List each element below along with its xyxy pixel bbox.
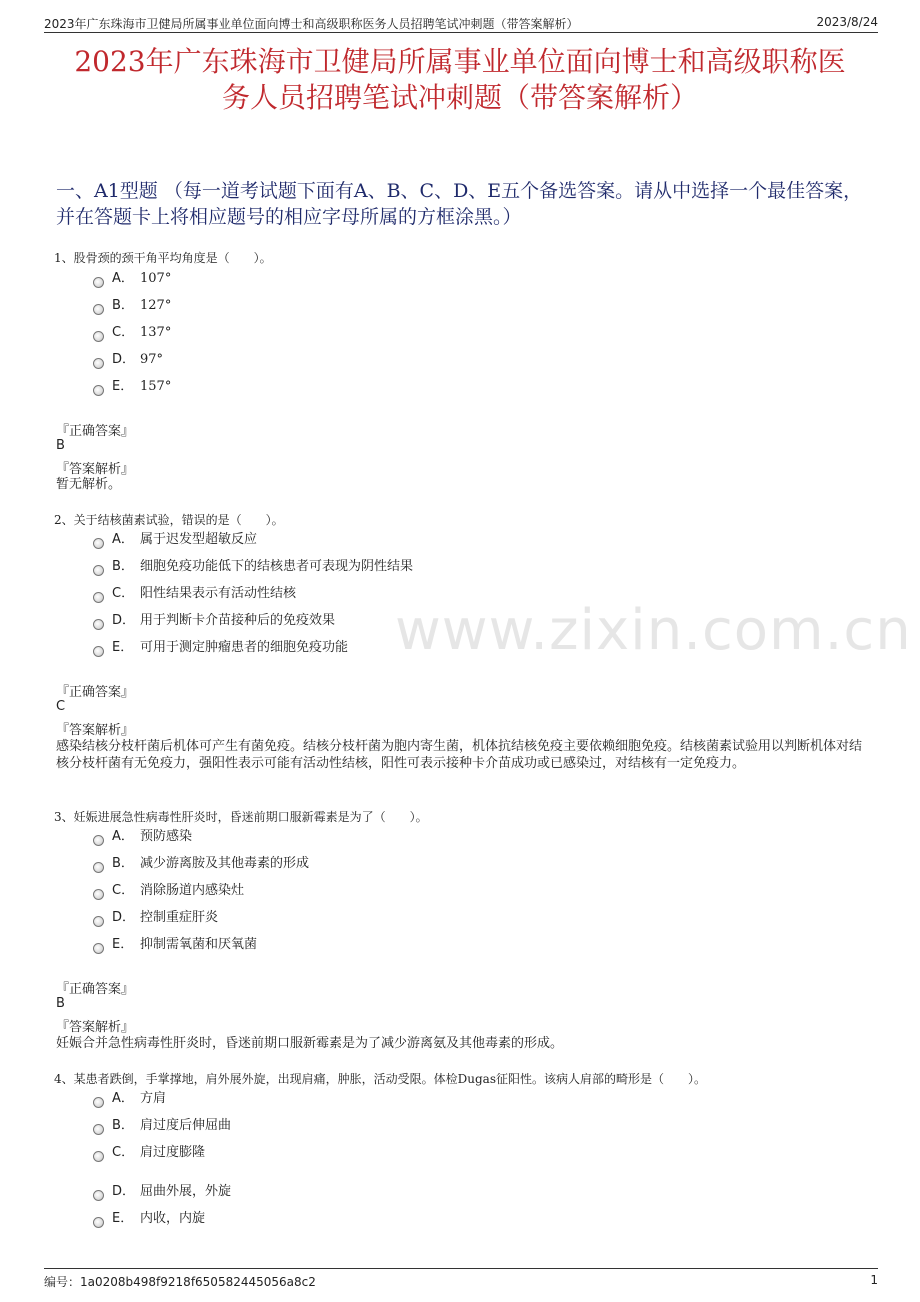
analysis-label: 『答案解析』 bbox=[56, 1020, 135, 1035]
q1-option-e[interactable]: E． 157° bbox=[93, 378, 171, 396]
title-line-1: 2023年广东珠海市卫健局所属事业单位面向博士和高级职称医 bbox=[74, 45, 846, 78]
analysis-label: 『答案解析』 bbox=[56, 462, 135, 477]
q4-option-a[interactable]: A． 方肩 bbox=[93, 1090, 166, 1108]
radio-icon[interactable] bbox=[93, 331, 104, 342]
question-3-stem: 3、妊娠进展急性病毒性肝炎时，昏迷前期口服新霉素是为了（ ）。 bbox=[54, 810, 428, 824]
radio-icon[interactable] bbox=[93, 565, 104, 576]
correct-answer-label: 『正确答案』 bbox=[56, 982, 135, 997]
q1-analysis: 暂无解析。 bbox=[56, 477, 122, 492]
radio-icon[interactable] bbox=[93, 1217, 104, 1228]
q2-option-b[interactable]: B． 细胞免疫功能低下的结核患者可表现为阴性结果 bbox=[93, 558, 413, 576]
q4-option-b[interactable]: B． 肩过度后伸屈曲 bbox=[93, 1117, 231, 1135]
q1-option-a[interactable]: A． 107° bbox=[93, 270, 171, 288]
q2-option-e[interactable]: E． 可用于测定肿瘤患者的细胞免疫功能 bbox=[93, 639, 348, 657]
radio-icon[interactable] bbox=[93, 1097, 104, 1108]
q3-option-c[interactable]: C． 消除肠道内感染灶 bbox=[93, 882, 244, 900]
q3-option-e[interactable]: E． 抑制需氧菌和厌氧菌 bbox=[93, 936, 257, 954]
radio-icon[interactable] bbox=[93, 1151, 104, 1162]
radio-icon[interactable] bbox=[93, 862, 104, 873]
page-footer bbox=[44, 1268, 878, 1289]
q3-analysis: 妊娠合并急性病毒性肝炎时，昏迷前期口服新霉素是为了减少游离氨及其他毒素的形成。 bbox=[56, 1036, 564, 1051]
q3-option-b[interactable]: B． 减少游离胺及其他毒素的形成 bbox=[93, 855, 309, 873]
radio-icon[interactable] bbox=[93, 277, 104, 288]
document-title bbox=[40, 44, 880, 116]
q3-option-d[interactable]: D． 控制重症肝炎 bbox=[93, 909, 218, 927]
document-serial: 编号：1a0208b498f9218f650582445056a8c2 bbox=[44, 1275, 316, 1289]
q4-option-e[interactable]: E． 内收，内旋 bbox=[93, 1210, 205, 1228]
question-4-stem: 4、某患者跌倒，手掌撑地，肩外展外旋，出现肩痛，肿胀，活动受限。体检Dugas征阳性。该病人肩部的畸形是（ ）。 bbox=[54, 1072, 706, 1086]
radio-icon[interactable] bbox=[93, 646, 104, 657]
q2-option-a[interactable]: A． 属于迟发型超敏反应 bbox=[93, 531, 257, 549]
radio-icon[interactable] bbox=[93, 592, 104, 603]
radio-icon[interactable] bbox=[93, 889, 104, 900]
radio-icon[interactable] bbox=[93, 304, 104, 315]
title-line-2: 务人员招聘笔试冲刺题（带答案解析） bbox=[221, 81, 698, 114]
radio-icon[interactable] bbox=[93, 1190, 104, 1201]
q2-option-c[interactable]: C． 阳性结果表示有活动性结核 bbox=[93, 585, 296, 603]
q2-answer: C bbox=[56, 699, 66, 714]
q1-option-c[interactable]: C． 137° bbox=[93, 324, 171, 342]
correct-answer-label: 『正确答案』 bbox=[56, 685, 135, 700]
q4-option-c[interactable]: C． 肩过度膨隆 bbox=[93, 1144, 205, 1162]
page-header bbox=[44, 12, 878, 33]
correct-answer-label: 『正确答案』 bbox=[56, 424, 135, 439]
q3-option-a[interactable]: A． 预防感染 bbox=[93, 828, 192, 846]
q1-option-d[interactable]: D． 97° bbox=[93, 351, 163, 369]
section-heading: 一、A1型题 （每一道考试题下面有A、B、C、D、E五个备选答案。请从中选择一个最佳答案，并在答题卡上将相应题号的相应字母所属的方框涂黑。） bbox=[56, 180, 863, 228]
radio-icon[interactable] bbox=[93, 538, 104, 549]
radio-icon[interactable] bbox=[93, 916, 104, 927]
question-1-stem: 1、股骨颈的颈干角平均角度是（ ）。 bbox=[54, 251, 272, 265]
radio-icon[interactable] bbox=[93, 358, 104, 369]
radio-icon[interactable] bbox=[93, 943, 104, 954]
q1-option-b[interactable]: B． 127° bbox=[93, 297, 171, 315]
radio-icon[interactable] bbox=[93, 835, 104, 846]
radio-icon[interactable] bbox=[93, 619, 104, 630]
q4-option-d[interactable]: D． 屈曲外展，外旋 bbox=[93, 1183, 231, 1201]
analysis-label: 『答案解析』 bbox=[56, 723, 135, 738]
question-2-stem: 2、关于结核菌素试验，错误的是（ ）。 bbox=[54, 513, 284, 527]
radio-icon[interactable] bbox=[93, 385, 104, 396]
page-number: 1 bbox=[870, 1273, 878, 1287]
q2-analysis: 感染结核分枝杆菌后机体可产生有菌免疫。结核分枝杆菌为胞内寄生菌，机体抗结核免疫主要依赖细胞免疫。结核菌素试验用以判断机体对结核分枝杆菌有无免疫力，强阳性表示可能有活动性结核，阳性可表示接种卡介苗成功或已感染过，对结核有一定免疫力。 bbox=[56, 739, 863, 771]
radio-icon[interactable] bbox=[93, 1124, 104, 1135]
q2-option-d[interactable]: D． 用于判断卡介苗接种后的免疫效果 bbox=[93, 612, 335, 630]
header-doc-title: 2023年广东珠海市卫健局所属事业单位面向博士和高级职称医务人员招聘笔试冲刺题（带答案解析） bbox=[44, 17, 579, 31]
watermark: www.zixin.com.cn bbox=[395, 598, 912, 663]
header-date: 2023/8/24 bbox=[816, 15, 878, 29]
q1-answer: B bbox=[56, 438, 65, 453]
q3-answer: B bbox=[56, 996, 65, 1011]
